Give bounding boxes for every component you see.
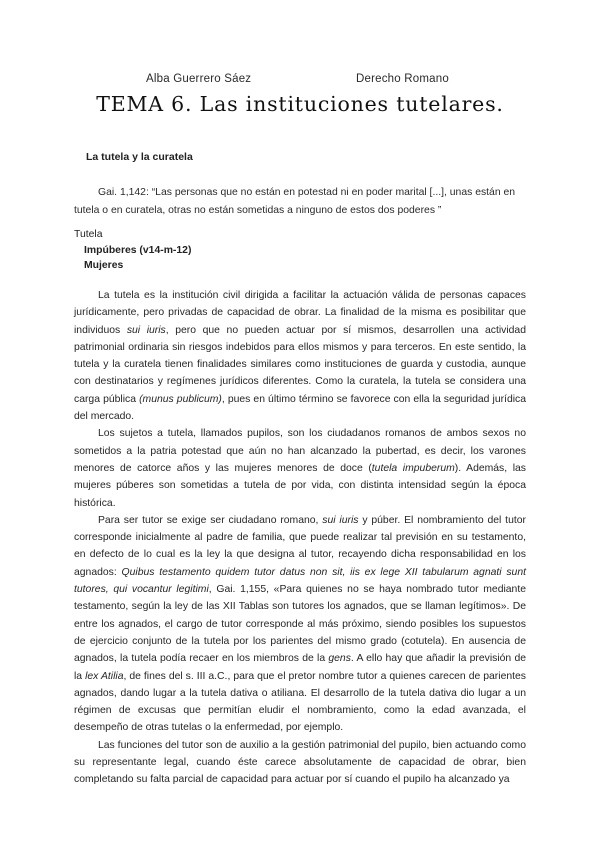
text-run: Las funciones del tutor son de auxilio a la gestión patrimonial del pupilo, bien actuando como su representante legal, cuando éste carece absolutamente de capacidad de obrar, bien completando su falta parcial de capacidad para actuar por sí cuando el pupilo ha alcanzado ya [74,739,526,786]
body-paragraph [74,425,526,511]
gaius-quote: Gai. 1,142: “Las personas que no están en potestad ni en poder marital [...], unas están en tutela o en curatela, otras no están sometidas a ninguno de estos dos poderes ” [74,187,516,216]
body-paragraph [74,512,526,737]
body-paragraph [74,737,526,789]
header-subject: Derecho Romano [356,73,449,85]
text-run: , pero que no pueden actuar por sí mismos, desarrollen una actividad patrimonial ordinaria sin riesgos indebidos para ellos mismos y para terceros. En este sentido, la tutela y la curatela tienen finalidades similares como instituciones de guarda y custodia, aunque con destinatarios y regímenes jurídicos diferentes. Como la curatela, la tutela se considera una carga pública [74,324,526,405]
italic-term: gens [328,653,351,665]
text-run: y púber. El nombramiento del tutor corresponde inicialmente al padre de familia, que puede realizar tal previsión en su testamento, en defecto de lo cual es la ley la que designa al tutor, recayendo dicha responsabilidad en los agnados: [74,514,526,578]
outline-item: Mujeres [84,260,124,271]
text-run: , pues en último término se favorece con ella la seguridad jurídica del mercado. [74,393,527,423]
outline-item: Impúberes (v14-m-12) [84,244,192,256]
text-run: , Gai. 1,155, «Para quienes no se haya nombrado tutor mediante testamento, según la ley de las XII Tablas son tutores los agnados, que se llaman legítimos». De entre los agnados, el cargo de tutor corresponde al más próximo, siendo posibles los supuestos de ejercicio conjunto de la tutela por los parientes del mismo grado (cotutela). En ausencia de agnados, la tutela podía recaer en los miembros de la [74,584,526,665]
text-run: La tutela es la institución civil dirigida a facilitar la actuación válida de personas capaces jurídicamente, pero privadas de capacidad de obrar. La finalidad de la misma es posibilitar que individuos [74,290,526,336]
italic-term: sui iuris [126,324,166,336]
header-author: Alba Guerrero Sáez [146,73,252,85]
italic-term: Quibus testamento quidem tutor datus non sit, iis ex lege XII tabularum agnati sunt tutores, qui vocantur legitimi [74,566,526,596]
italic-term: tutela impuberum [371,462,455,474]
outline-heading: Tutela [74,229,103,240]
italic-term: sui iuris [322,514,359,526]
text-run: ). Además, las mujeres púberes son sometidas a tutela de por vida, con distinta intensidad según la época histórica. [74,462,526,509]
body-text [74,287,526,789]
section-heading: La tutela y la curatela [86,151,193,163]
text-run: Para ser tutor se exige ser ciudadano romano, [98,514,323,526]
document-title: TEMA 6. Las instituciones tutelares. [96,92,504,116]
italic-term: (munus publicum) [139,393,222,405]
body-paragraph [74,287,526,425]
text-run: Los sujetos a tutela, llamados pupilos, son los ciudadanos romanos de ambos sexos no sometidos a la patria potestad que aún no han alcanzado la pubertad, es decir, los varones menores de catorce años y las mujeres menores de doce ( [74,428,526,474]
italic-term: lex Atilia [85,670,124,682]
text-run: . A ello hay que añadir la previsión de la [74,653,527,682]
outline [74,227,191,274]
text-run: , de fines del s. III a.C., para que el pretor nombre tutor a quienes carecen de parientes agnados, dando lugar a la tutela dativa o atiliana. El desarrollo de la tutela dativa dio lugar a un régimen de excusas que permitían eludir el nombramiento, como la edad avanzada, el desempeño de otras tutelas o la enfermedad, por ejemplo. [74,670,526,734]
